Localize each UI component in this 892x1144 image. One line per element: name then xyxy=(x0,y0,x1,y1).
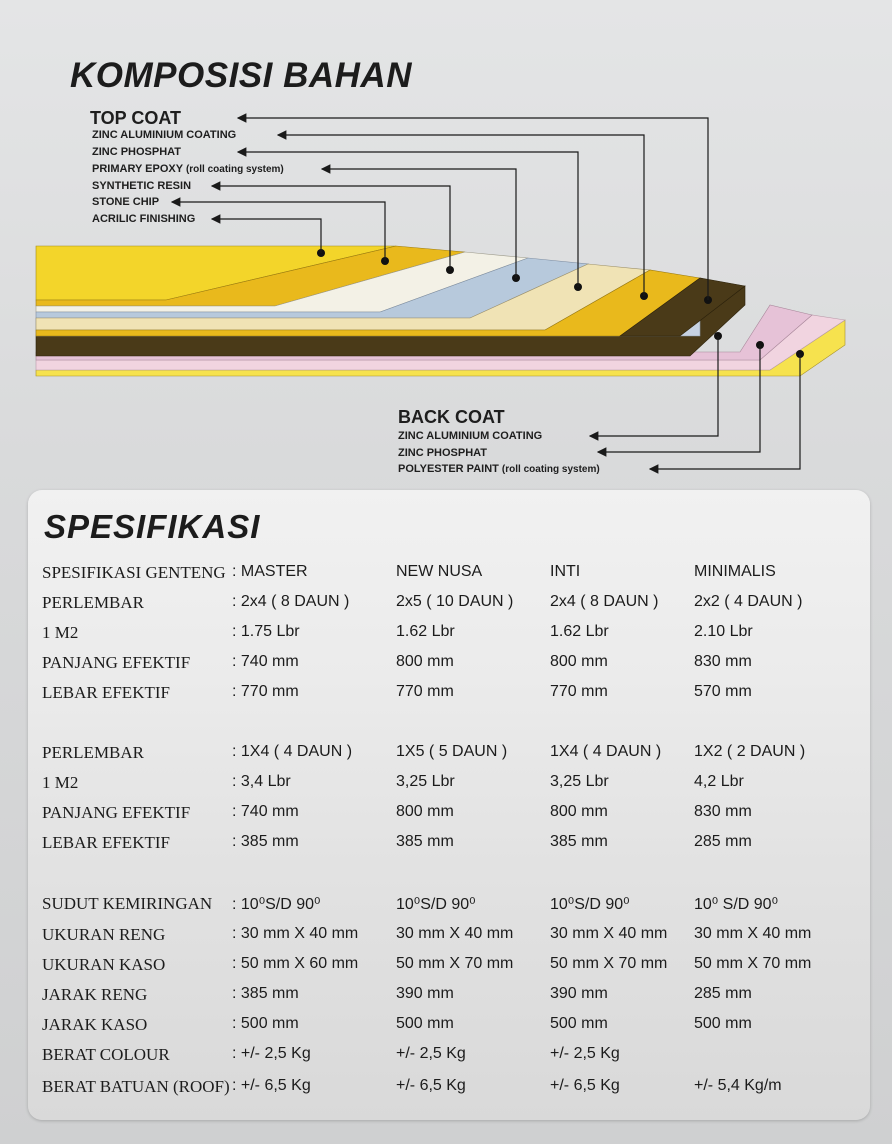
top-coat-layer: ACRILIC FINISHING xyxy=(92,213,196,225)
spec-value: 2x4 ( 8 DAUN ) xyxy=(550,593,659,610)
spec-value: +/- 6,5 Kg xyxy=(396,1077,466,1094)
spec-value: : 740 mm xyxy=(232,653,299,670)
spec-value: 50 mm X 70 mm xyxy=(550,955,668,972)
spec-value: 770 mm xyxy=(550,683,608,700)
spec-label: UKURAN RENG xyxy=(42,925,166,944)
back-coat-layer: POLYESTER PAINT (roll coating system) xyxy=(398,463,600,475)
spec-value: : +/- 6,5 Kg xyxy=(232,1077,311,1094)
back-coat-heading: BACK COAT xyxy=(398,407,505,427)
spec-value: 385 mm xyxy=(550,833,608,850)
spec-value: 770 mm xyxy=(396,683,454,700)
spec-value: 2x2 ( 4 DAUN ) xyxy=(694,593,803,610)
spec-value: : 385 mm xyxy=(232,833,299,850)
spec-value: 2x5 ( 10 DAUN ) xyxy=(396,593,514,610)
spec-value: 3,25 Lbr xyxy=(550,773,609,790)
spec-value: MINIMALIS xyxy=(694,563,776,580)
spec-value: 1X2 ( 2 DAUN ) xyxy=(694,743,806,760)
top-coat-layer: STONE CHIP xyxy=(92,196,160,208)
spec-value: : +/- 2,5 Kg xyxy=(232,1045,311,1062)
spec-value: : 770 mm xyxy=(232,683,299,700)
spec-value: 30 mm X 40 mm xyxy=(396,925,514,942)
spec-value: : 3,4 Lbr xyxy=(232,773,291,790)
top-coat-layer: ZINC PHOSPHAT xyxy=(92,146,182,158)
spec-value: 500 mm xyxy=(694,1015,752,1032)
spec-label: PERLEMBAR xyxy=(42,743,145,762)
top-coat-layer: PRIMARY EPOXY (roll coating system) xyxy=(92,163,284,175)
spec-value: 50 mm X 70 mm xyxy=(694,955,812,972)
spec-label: SPESIFIKASI GENTENG xyxy=(42,563,226,582)
spec-label: LEBAR EFEKTIF xyxy=(42,683,170,702)
spec-value: : 500 mm xyxy=(232,1015,299,1032)
spec-value: : 50 mm X 60 mm xyxy=(232,955,359,972)
spec-value: 385 mm xyxy=(396,833,454,850)
back-coat-layer: ZINC PHOSPHAT xyxy=(398,447,488,459)
spec-value: 390 mm xyxy=(550,985,608,1002)
spec-value: 3,25 Lbr xyxy=(396,773,455,790)
spec-value: : 385 mm xyxy=(232,985,299,1002)
spec-value: 10⁰ S/D 90⁰ xyxy=(694,896,778,913)
spec-value: 1X4 ( 4 DAUN ) xyxy=(550,743,662,760)
spec-value: 1X5 ( 5 DAUN ) xyxy=(396,743,508,760)
spec-value: 30 mm X 40 mm xyxy=(550,925,668,942)
spec-value: INTI xyxy=(550,563,581,580)
spec-value: 50 mm X 70 mm xyxy=(396,955,514,972)
spec-value: 30 mm X 40 mm xyxy=(694,925,812,942)
spec-value: 830 mm xyxy=(694,803,752,820)
spec-value: 10⁰S/D 90⁰ xyxy=(550,896,630,913)
spec-value: 830 mm xyxy=(694,653,752,670)
spec-value: 285 mm xyxy=(694,833,752,850)
spec-value: 285 mm xyxy=(694,985,752,1002)
page-title: KOMPOSISI BAHAN xyxy=(70,56,412,95)
spec-value: : 10⁰S/D 90⁰ xyxy=(232,896,321,913)
spec-value: : 30 mm X 40 mm xyxy=(232,925,359,942)
spec-value: 10⁰S/D 90⁰ xyxy=(396,896,476,913)
top-coat-layer: ZINC ALUMINIUM COATING xyxy=(92,129,237,141)
spec-value: 570 mm xyxy=(694,683,752,700)
spec-value: 1.62 Lbr xyxy=(396,623,455,640)
spec-value: : 2x4 ( 8 DAUN ) xyxy=(232,593,350,610)
spec-label: 1 M2 xyxy=(42,773,79,792)
top-coat-heading: TOP COAT xyxy=(90,108,182,128)
spec-label: BERAT COLOUR xyxy=(42,1045,170,1064)
spec-label: UKURAN KASO xyxy=(42,955,166,974)
spec-value: 500 mm xyxy=(550,1015,608,1032)
spec-label: JARAK KASO xyxy=(42,1015,148,1034)
spec-label: PERLEMBAR xyxy=(42,593,145,612)
spec-label: JARAK RENG xyxy=(42,985,148,1004)
spec-value: 4,2 Lbr xyxy=(694,773,744,790)
spec-label: LEBAR EFEKTIF xyxy=(42,833,170,852)
spec-value: : 740 mm xyxy=(232,803,299,820)
spec-title: SPESIFIKASI xyxy=(44,508,261,545)
spec-value: 390 mm xyxy=(396,985,454,1002)
back-coat-layer: ZINC ALUMINIUM COATING xyxy=(398,430,543,442)
spec-value: +/- 2,5 Kg xyxy=(550,1045,620,1062)
spec-value: : MASTER xyxy=(232,563,308,580)
spec-value: 800 mm xyxy=(396,803,454,820)
spec-value: +/- 2,5 Kg xyxy=(396,1045,466,1062)
spec-label: SUDUT KEMIRINGAN xyxy=(42,894,213,913)
spec-label: PANJANG EFEKTIF xyxy=(42,803,191,822)
spec-value: NEW NUSA xyxy=(396,563,483,580)
spec-value: 1.62 Lbr xyxy=(550,623,609,640)
spec-value: 800 mm xyxy=(396,653,454,670)
spec-value: 800 mm xyxy=(550,803,608,820)
spec-value: : 1.75 Lbr xyxy=(232,623,300,640)
spec-value: +/- 5,4 Kg/m xyxy=(694,1077,782,1094)
top-coat-layer: SYNTHETIC RESIN xyxy=(92,180,192,192)
spec-value: 800 mm xyxy=(550,653,608,670)
spec-label: BERAT BATUAN (ROOF) xyxy=(42,1077,230,1096)
spec-value: 500 mm xyxy=(396,1015,454,1032)
spec-label: PANJANG EFEKTIF xyxy=(42,653,191,672)
spec-label: 1 M2 xyxy=(42,623,79,642)
spec-value: 2.10 Lbr xyxy=(694,623,753,640)
spec-value: : 1X4 ( 4 DAUN ) xyxy=(232,743,353,760)
spec-value: +/- 6,5 Kg xyxy=(550,1077,620,1094)
